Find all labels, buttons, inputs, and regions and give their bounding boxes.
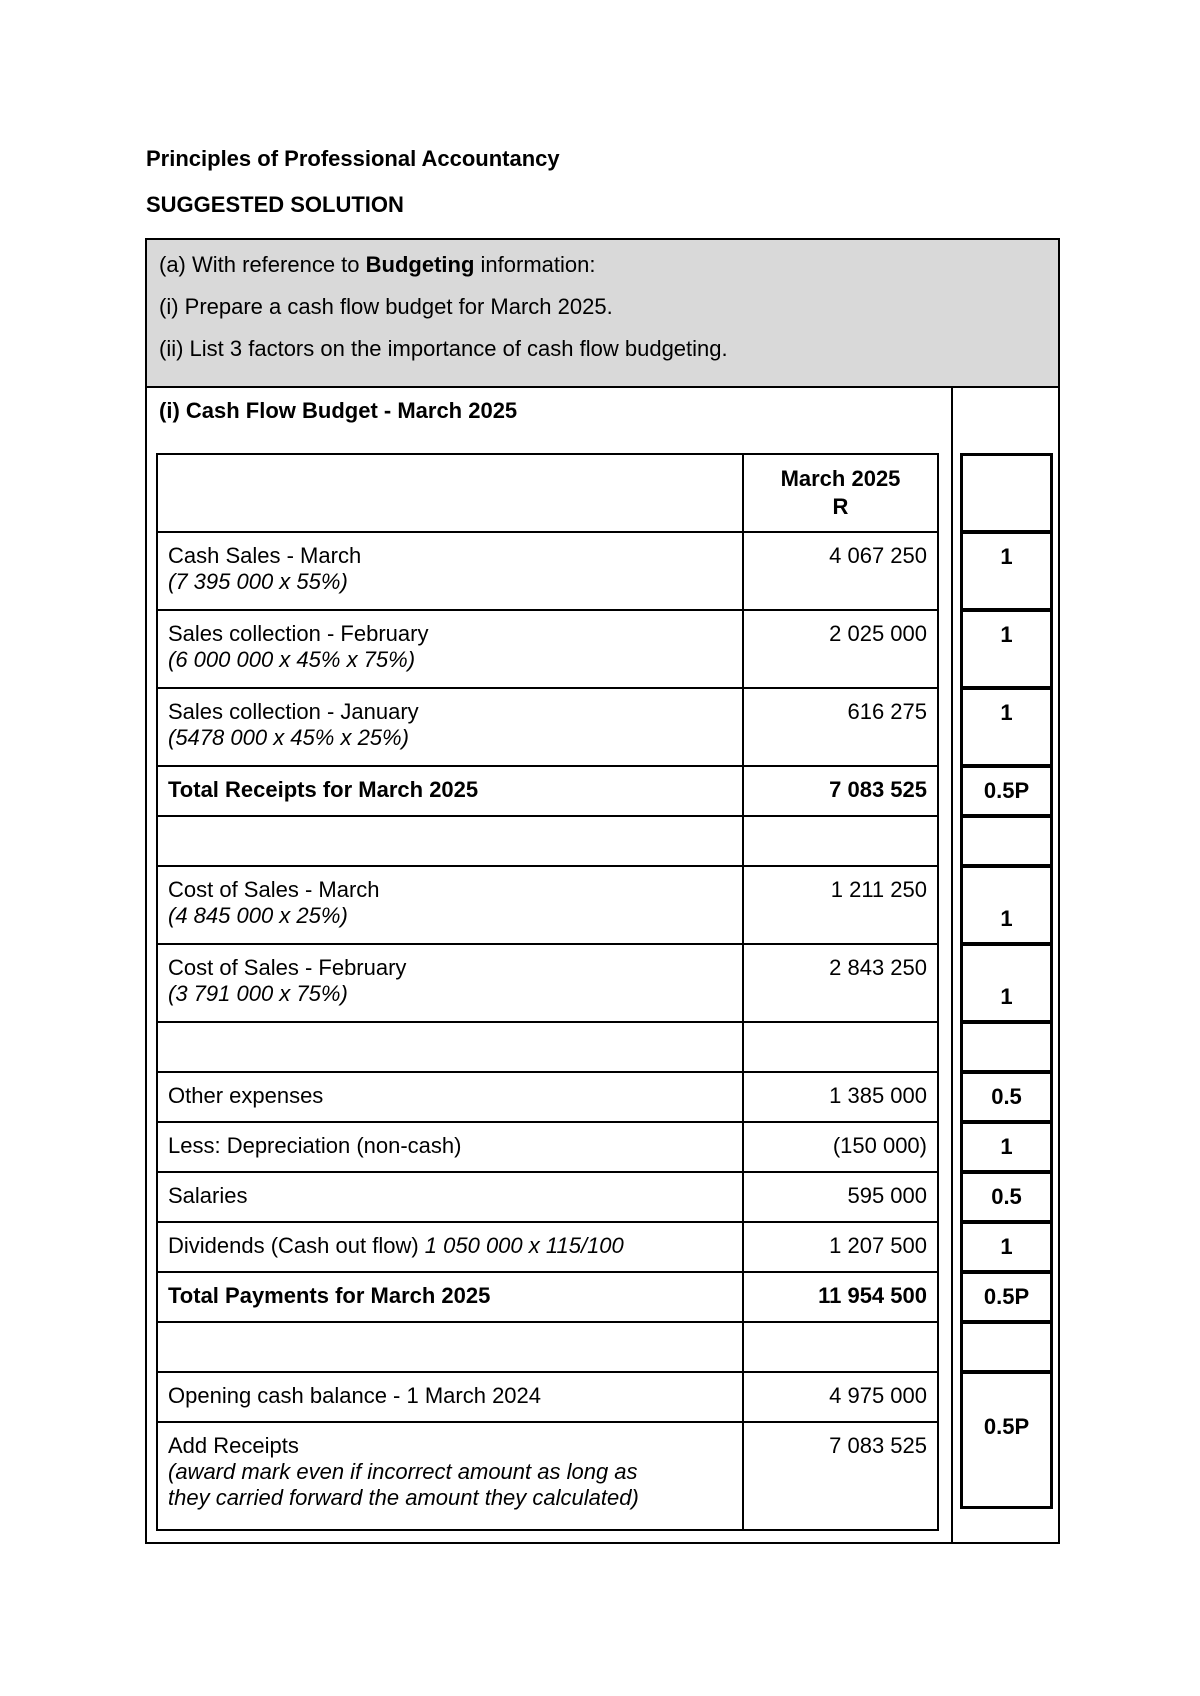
row-mark: 1	[960, 865, 1053, 945]
row-mark: 1	[960, 531, 1053, 611]
row-calculation: (7 395 000 x 55%)	[168, 569, 348, 594]
row-amount: 2 843 250	[742, 943, 939, 1023]
row-amount: 1 211 250	[742, 865, 939, 945]
row-mark: 1	[960, 1121, 1053, 1173]
row-total-payments: Total Payments for March 2025	[156, 1271, 744, 1323]
header-month: March 2025	[780, 466, 901, 491]
row-label: Add Receipts	[168, 1433, 299, 1458]
row-amount: 4 067 250	[742, 531, 939, 611]
row-calculation: 1 050 000 x 115/100	[424, 1233, 624, 1258]
row-cash-sales-march	[156, 531, 744, 611]
row-label: Cost of Sales - February	[168, 955, 407, 980]
row-mark: 1	[960, 687, 1053, 767]
row-label: Dividends (Cash out flow)	[168, 1233, 425, 1258]
row-amount	[742, 815, 939, 867]
header-mark-cell	[960, 453, 1053, 533]
row-amount: 7 083 525	[742, 1421, 939, 1531]
row-sales-collection-january	[156, 687, 744, 767]
mark-column-divider	[951, 386, 953, 1544]
question-line-a	[159, 252, 595, 278]
row-mark: 0.5P	[960, 765, 1053, 817]
row-amount: 11 954 500	[742, 1271, 939, 1323]
row-mark: 0.5	[960, 1171, 1053, 1223]
row-amount: 2 025 000	[742, 609, 939, 689]
row-amount: 1 385 000	[742, 1071, 939, 1123]
header-amount-cell	[742, 453, 939, 533]
row-empty	[156, 1021, 744, 1073]
row-mark	[960, 1021, 1053, 1073]
row-calculation: (award mark even if incorrect amount as long as	[168, 1459, 638, 1484]
row-depreciation: Less: Depreciation (non-cash)	[156, 1121, 744, 1173]
question-a-prefix: (a) With reference to	[159, 252, 366, 277]
row-empty	[156, 815, 744, 867]
row-amount	[742, 1321, 939, 1373]
row-cost-of-sales-february	[156, 943, 744, 1023]
row-mark-merged: 0.5P	[960, 1371, 1053, 1509]
row-other-expenses: Other expenses	[156, 1071, 744, 1123]
question-a-suffix: information:	[474, 252, 596, 277]
row-mark	[960, 815, 1053, 867]
row-total-receipts: Total Receipts for March 2025	[156, 765, 744, 817]
question-a-keyword: Budgeting	[365, 252, 475, 277]
row-mark: 0.5P	[960, 1271, 1053, 1323]
row-calculation: (4 845 000 x 25%)	[168, 903, 348, 928]
row-calculation: (5478 000 x 45% x 25%)	[168, 725, 409, 750]
row-mark: 1	[960, 943, 1053, 1023]
row-mark: 0.5	[960, 1071, 1053, 1123]
header-currency: R	[832, 494, 849, 519]
row-label: Cost of Sales - March	[168, 877, 380, 902]
row-sales-collection-february	[156, 609, 744, 689]
row-salaries: Salaries	[156, 1171, 744, 1223]
row-cost-of-sales-march	[156, 865, 744, 945]
row-add-receipts	[156, 1421, 744, 1531]
question-line-ii: (ii) List 3 factors on the importance of cash flow budgeting.	[159, 336, 728, 361]
row-amount: 616 275	[742, 687, 939, 767]
row-amount: (150 000)	[742, 1121, 939, 1173]
row-amount: 4 975 000	[742, 1371, 939, 1423]
row-mark: 1	[960, 1221, 1053, 1273]
row-amount: 1 207 500	[742, 1221, 939, 1273]
row-calculation-continued: they carried forward the amount they calculated)	[168, 1485, 639, 1510]
row-label: Sales collection - February	[168, 621, 429, 646]
row-amount	[742, 1021, 939, 1073]
row-calculation: (3 791 000 x 75%)	[168, 981, 348, 1006]
row-mark: 1	[960, 609, 1053, 689]
row-amount: 595 000	[742, 1171, 939, 1223]
question-line-i: (i) Prepare a cash flow budget for March 2025.	[159, 294, 613, 319]
section-heading: (i) Cash Flow Budget - March 2025	[159, 398, 518, 423]
header-description-cell	[156, 453, 744, 533]
question-panel	[147, 240, 1058, 388]
row-opening-cash-balance: Opening cash balance - 1 March 2024	[156, 1371, 744, 1423]
row-amount: 7 083 525	[742, 765, 939, 817]
row-label: Sales collection - January	[168, 699, 419, 724]
document-title: Principles of Professional Accountancy	[146, 146, 560, 171]
row-mark	[960, 1321, 1053, 1373]
document-subtitle: SUGGESTED SOLUTION	[146, 192, 404, 217]
row-calculation: (6 000 000 x 45% x 75%)	[168, 647, 416, 672]
row-empty	[156, 1321, 744, 1373]
row-dividends	[156, 1221, 744, 1273]
row-label: Cash Sales - March	[168, 543, 362, 568]
